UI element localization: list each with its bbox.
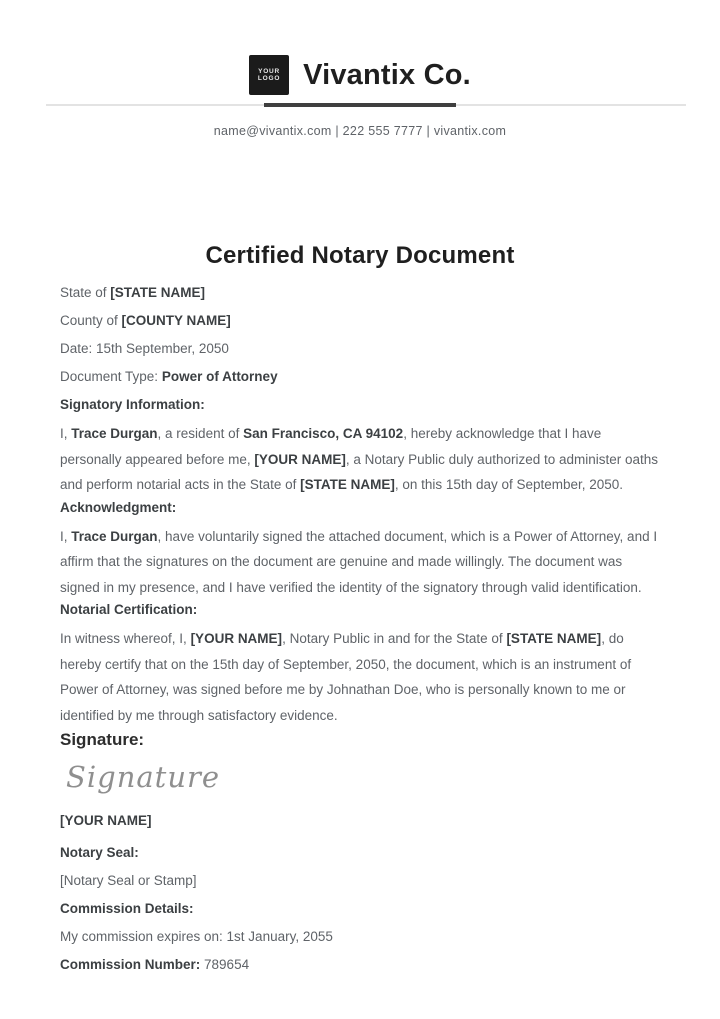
- signature-heading: Signature:: [60, 730, 145, 749]
- company-name: Vivantix Co.: [303, 58, 471, 91]
- signature-script: Signature: [66, 760, 221, 794]
- logo-text-line1: YOUR: [258, 67, 281, 75]
- meta-line-date: Date: 15th September, 2050: [60, 341, 229, 356]
- footer-line-commission-expiry: My commission expires on: 1st January, 2055: [60, 929, 333, 944]
- logo-text-line2: LOGO: [257, 75, 281, 82]
- document-title: Certified Notary Document: [205, 242, 515, 269]
- footer-line-commission-number: Commission Number: 789654: [60, 957, 250, 972]
- document-content: [60, 241, 660, 973]
- section-body-acknowledgment: I, Trace Durgan, have voluntarily signed the attached document, which is a Power of Attorney, and I affirm that the signatures on the document are genuine and made willingly. The document was signed in my presence, and I have verified the identity of the signatory through valid identification.: [60, 528, 658, 595]
- contact-info: name@vivantix.com | 222 555 7777 | vivantix.com: [213, 124, 507, 138]
- header-divider: [0, 103, 720, 107]
- footer-line-notary-seal-label: Notary Seal:: [60, 845, 139, 860]
- signer-name: [YOUR NAME]: [60, 813, 152, 828]
- section-body-notarial-certification: In witness whereof, I, [YOUR NAME], Notary Public in and for the State of [STATE NAME], do hereby certify that on the 15th day of September, 2050, the document, which is an instrument of Power of Attorney, was signed before me by Johnathan Doe, who is personally known to me or identified by me through satisfactory evidence.: [60, 631, 632, 723]
- footer-line-commission-details-label: Commission Details:: [60, 901, 194, 916]
- section-heading-notarial-certification: Notarial Certification:: [60, 602, 198, 617]
- divider-dark-rule: [264, 103, 456, 107]
- company-logo: [249, 55, 289, 95]
- meta-line-state: State of [STATE NAME]: [60, 285, 206, 300]
- section-heading-acknowledgment: Acknowledgment:: [60, 499, 177, 515]
- footer-line-notary-seal-placeholder: [Notary Seal or Stamp]: [60, 873, 197, 888]
- meta-line-document-type: Document Type: Power of Attorney: [60, 369, 278, 384]
- section-body-signatory-information: I, Trace Durgan, a resident of San Francisco, CA 94102, hereby acknowledge that I have personally appeared before me, [YOUR NAME], a Notary Public duly authorized to administer oaths and perform notarial acts in the State of [STATE NAME], on this 15th day of September, 2050.: [60, 426, 659, 492]
- meta-line-county: County of [COUNTY NAME]: [60, 313, 231, 328]
- section-heading-signatory-information: Signatory Information:: [60, 397, 205, 412]
- letterhead: [0, 0, 720, 95]
